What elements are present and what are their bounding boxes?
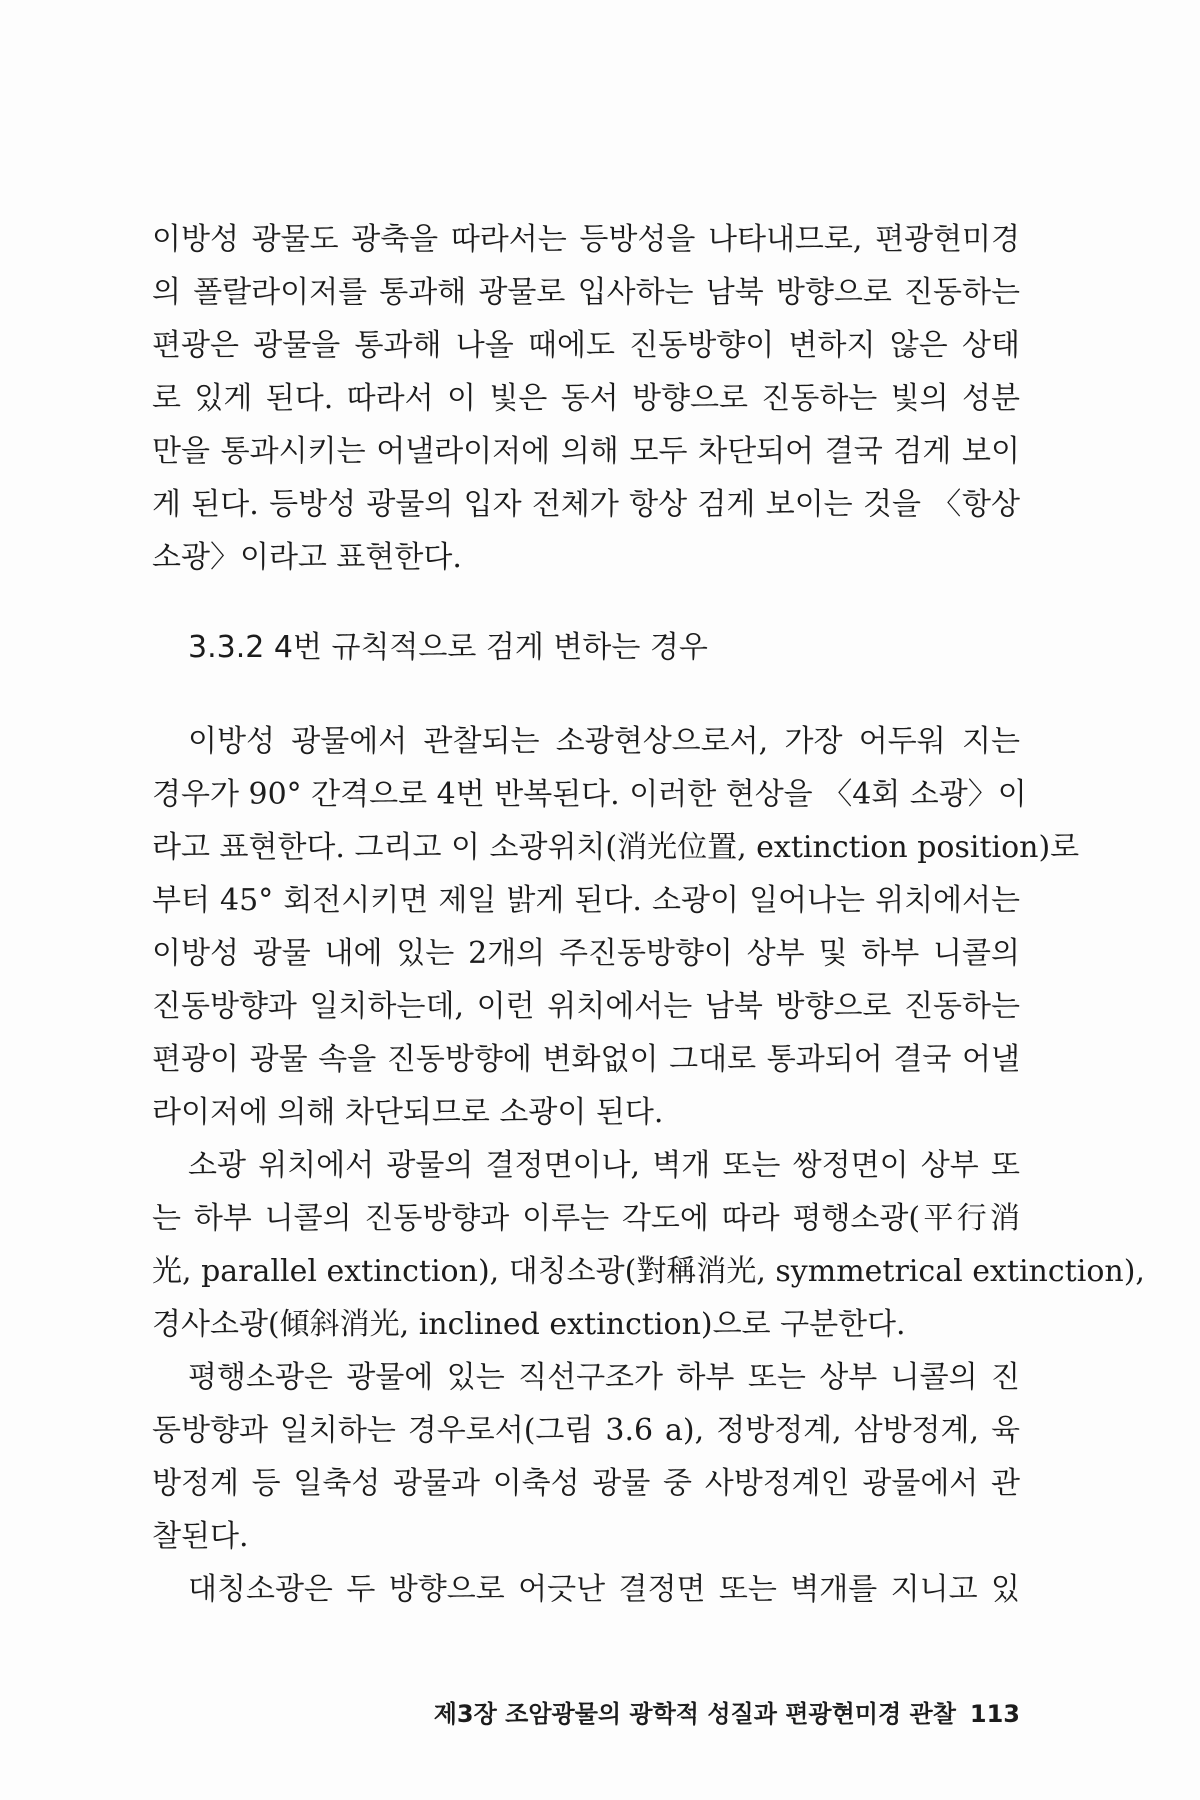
paragraph-line: 의 폴랄라이저를 통과해 광물로 입사하는 남북 방향으로 진동하는 xyxy=(152,275,1020,310)
chapter-title: 제3장 조암광물의 광학적 성질과 편광현미경 관찰 xyxy=(433,1700,956,1728)
paragraph-line: 는 하부 니콜의 진동방향과 이루는 각도에 따라 평행소광(平行消 xyxy=(152,1201,1020,1236)
paragraph-line: 이방성 광물도 광축을 따라서는 등방성을 나타내므로, 편광현미경 xyxy=(152,222,1020,257)
paragraph-line: 평행소광은 광물에 있는 직선구조가 하부 또는 상부 니콜의 진 xyxy=(188,1360,1020,1395)
paragraph-line: 소광〉이라고 표현한다. xyxy=(152,540,462,575)
paragraph-line: 光, parallel extinction), 대칭소광(對稱消光, symmetrical extinction), xyxy=(152,1254,1145,1289)
paragraph-line: 진동방향과 일치하는데, 이런 위치에서는 남북 방향으로 진동하는 xyxy=(152,989,1020,1024)
paragraph-line: 편광이 광물 속을 진동방향에 변화없이 그대로 통과되어 결국 어낼 xyxy=(152,1042,1020,1077)
paragraph-line: 만을 통과시키는 어낼라이저에 의해 모두 차단되어 결국 검게 보이 xyxy=(152,434,1020,469)
paragraph-line: 대칭소광은 두 방향으로 어긋난 결정면 또는 벽개를 지니고 있 xyxy=(188,1572,1020,1607)
paragraph-line: 소광 위치에서 광물의 결정면이나, 벽개 또는 쌍정면이 상부 또 xyxy=(188,1148,1020,1183)
paragraph-line: 이방성 광물 내에 있는 2개의 주진동방향이 상부 및 하부 니콜의 xyxy=(152,936,1020,971)
paragraph-1 xyxy=(152,213,1020,584)
paragraph-line: 라고 표현한다. 그리고 이 소광위치(消光位置, extinction position)로 xyxy=(152,830,1080,865)
paragraph-line: 게 된다. 등방성 광물의 입자 전체가 항상 검게 보이는 것을 〈항상 xyxy=(152,487,1020,522)
paragraph-3 xyxy=(152,1139,1145,1351)
paragraph-line: 찰된다. xyxy=(152,1519,249,1554)
paragraph-line: 경우가 90° 간격으로 4번 반복된다. 이러한 현상을 〈4회 소광〉이 xyxy=(152,777,1027,812)
paragraph-line: 로 있게 된다. 따라서 이 빛은 동서 방향으로 진동하는 빛의 성분 xyxy=(152,381,1020,416)
paragraph-4 xyxy=(152,1351,1020,1563)
paragraph-line: 이방성 광물에서 관찰되는 소광현상으로서, 가장 어두워 지는 xyxy=(188,724,1020,759)
paragraph-line: 부터 45° 회전시키면 제일 밝게 된다. 소광이 일어나는 위치에서는 xyxy=(152,883,1020,918)
paragraph-line: 편광은 광물을 통과해 나올 때에도 진동방향이 변하지 않은 상태 xyxy=(152,328,1020,363)
paragraph-2 xyxy=(152,715,1080,1139)
page-number: 113 xyxy=(969,1700,1020,1728)
paragraph-line: 경사소광(傾斜消光, inclined extinction)으로 구분한다. xyxy=(152,1307,906,1342)
paragraph-line: 동방향과 일치하는 경우로서(그림 3.6 a), 정방정계, 삼방정계, 육 xyxy=(152,1413,1020,1448)
paragraph-line: 방정계 등 일축성 광물과 이축성 광물 중 사방정계인 광물에서 관 xyxy=(152,1466,1020,1501)
page-footer xyxy=(350,1698,1020,1730)
paragraph-line: 라이저에 의해 차단되므로 소광이 된다. xyxy=(152,1095,664,1130)
paragraph-5 xyxy=(152,1563,1020,1616)
section-heading: 3.3.2 4번 규칙적으로 검게 변하는 경우 xyxy=(188,630,708,665)
